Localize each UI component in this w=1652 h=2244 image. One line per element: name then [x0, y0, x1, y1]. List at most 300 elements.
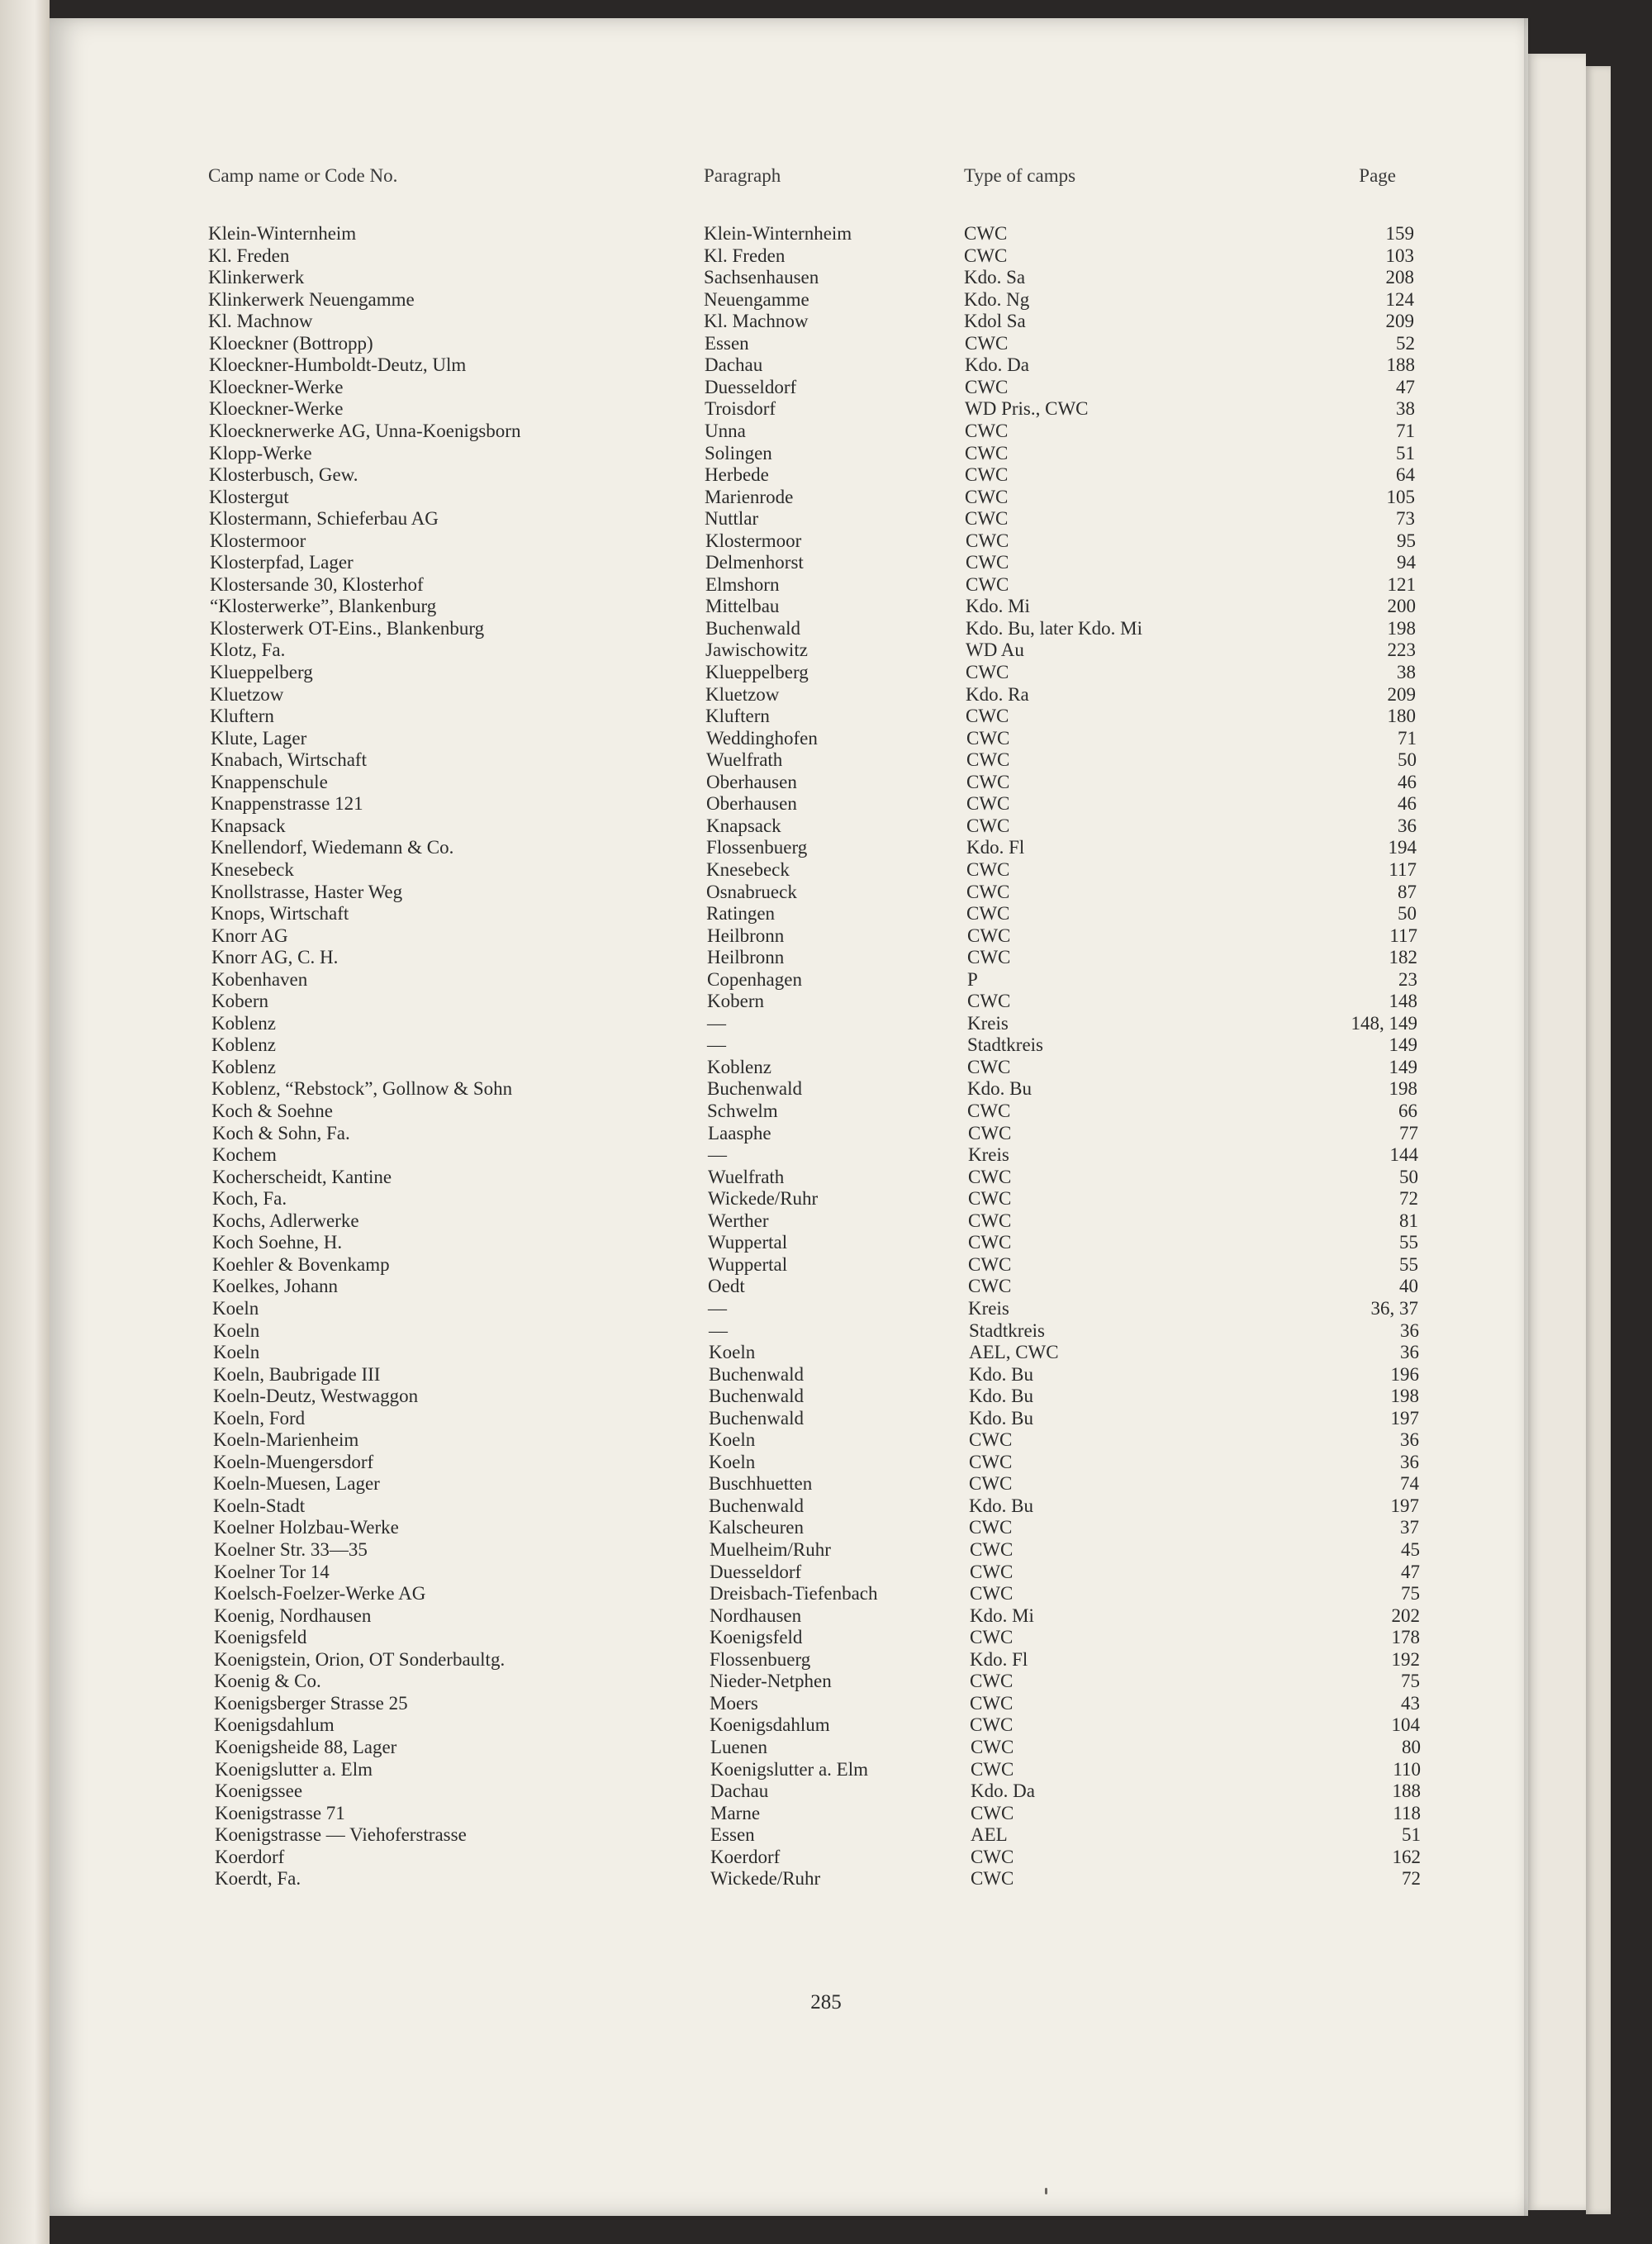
cell-page: 73 [1396, 508, 1415, 529]
cell-type: CWC [968, 1254, 1012, 1275]
cell-page: 66 [1398, 1101, 1417, 1121]
cell-paragraph: — [707, 1034, 726, 1055]
table-row [215, 1759, 1421, 1780]
cell-type: Kdo. Bu, later Kdo. Mi [966, 618, 1143, 639]
cell-type: Kdo. Fl [970, 1649, 1028, 1670]
cell-type: CWC [970, 1714, 1014, 1735]
cell-page: 36 [1398, 815, 1417, 836]
cell-type: CWC [970, 1583, 1014, 1604]
cell-paragraph: Weddinghofen [706, 728, 818, 749]
cell-page: 188 [1392, 1780, 1421, 1801]
cell-paragraph: Essen [705, 333, 749, 354]
table-row [210, 596, 1416, 617]
table-row [215, 1803, 1421, 1824]
cell-paragraph: Flossenbuerg [710, 1649, 811, 1670]
cell-type: CWC [970, 1693, 1014, 1714]
table-row [215, 1737, 1421, 1758]
cell-page: 178 [1391, 1627, 1420, 1647]
cell-name: Koerdt, Fa. [215, 1868, 301, 1889]
cell-page: 197 [1390, 1495, 1419, 1516]
cell-name: Kloeckner-Werke [209, 377, 344, 397]
paper-mark [1045, 2188, 1047, 2194]
cell-name: Klueppelberg [210, 662, 313, 682]
cell-name: Koeln-Marienheim [213, 1429, 359, 1450]
cell-name: Knorr AG, C. H. [211, 947, 339, 967]
cell-name: Knops, Wirtschaft [211, 903, 349, 924]
cell-paragraph: Troisdorf [705, 398, 776, 419]
cell-type: Kdo. Bu [969, 1386, 1033, 1406]
cell-page: 209 [1385, 311, 1414, 331]
cell-name: Kluftern [210, 706, 274, 726]
cell-paragraph: Jawischowitz [705, 639, 808, 660]
cell-page: 71 [1396, 421, 1415, 441]
cell-paragraph: Kalscheuren [709, 1517, 804, 1538]
cell-name: Koch & Soehne [211, 1101, 333, 1121]
cell-page: 23 [1398, 969, 1417, 990]
cell-type: WD Au [966, 639, 1024, 660]
cell-paragraph: Kl. Machnow [704, 311, 809, 331]
cell-type: CWC [965, 377, 1009, 397]
cell-page: 103 [1385, 245, 1414, 266]
cell-type: Kreis [968, 1298, 1009, 1319]
cell-paragraph: Delmenhorst [705, 552, 804, 573]
cell-page: 46 [1398, 772, 1417, 792]
cell-type: CWC [966, 662, 1009, 682]
cell-paragraph: Nieder-Netphen [710, 1671, 832, 1691]
cell-name: Koenigsheide 88, Lager [215, 1737, 397, 1757]
table-row [214, 1539, 1420, 1561]
table-row [214, 1583, 1420, 1605]
previous-page-edge [0, 0, 50, 2244]
cell-type: Kdol Sa [964, 311, 1026, 331]
cell-page: 36 [1400, 1342, 1419, 1362]
cell-type: CWC [966, 728, 1010, 749]
page-stack-edge [1528, 54, 1586, 2210]
table-row [211, 991, 1417, 1012]
cell-page: 75 [1401, 1583, 1420, 1604]
cell-type: CWC [966, 749, 1010, 770]
table-row [214, 1671, 1420, 1692]
cell-paragraph: Mittelbau [705, 596, 780, 616]
page-number: 285 [810, 1991, 842, 2013]
cell-name: Koeln-Deutz, Westwaggon [213, 1386, 419, 1406]
cell-type: CWC [966, 552, 1009, 573]
table-row [214, 1562, 1420, 1583]
table-row [209, 333, 1415, 354]
cell-page: 198 [1390, 1386, 1419, 1406]
cell-page: 105 [1386, 487, 1415, 507]
table-row [213, 1408, 1419, 1429]
cell-paragraph: Dachau [705, 354, 763, 375]
table-row [211, 947, 1417, 968]
cell-paragraph: Wuelfrath [706, 749, 783, 770]
cell-name: Koch Soehne, H. [212, 1232, 343, 1253]
cell-name: Koelner Tor 14 [214, 1562, 330, 1582]
header-type: Type of camps [964, 165, 1076, 186]
cell-page: 87 [1398, 882, 1417, 902]
cell-page: 149 [1389, 1034, 1417, 1055]
table-row [210, 684, 1416, 706]
cell-paragraph: Buchenwald [709, 1495, 804, 1516]
table-row [211, 969, 1417, 991]
cell-name: Koblenz [211, 1013, 276, 1034]
cell-page: 144 [1389, 1144, 1418, 1165]
cell-paragraph: Wuppertal [708, 1232, 788, 1253]
cell-name: Klosterbusch, Gew. [209, 464, 358, 485]
cell-paragraph: Buchenwald [709, 1408, 804, 1429]
cell-type: CWC [965, 421, 1009, 441]
cell-paragraph: — [708, 1298, 727, 1319]
table-row [212, 1276, 1418, 1297]
cell-name: Koenigsberger Strasse 25 [214, 1693, 408, 1714]
cell-page: 197 [1390, 1408, 1419, 1429]
table-row [208, 245, 1414, 267]
cell-paragraph: Buschhuetten [709, 1473, 813, 1494]
table-row [210, 574, 1416, 596]
cell-type: Kdo. Bu [969, 1364, 1033, 1385]
table-row [210, 618, 1416, 639]
cell-type: Stadtkreis [967, 1034, 1043, 1055]
table-row [212, 1188, 1418, 1210]
cell-paragraph: Buchenwald [709, 1364, 804, 1385]
table-row [213, 1495, 1419, 1517]
cell-type: CWC [965, 443, 1009, 464]
cell-name: Klostergut [209, 487, 289, 507]
cell-paragraph: Copenhagen [707, 969, 802, 990]
cell-paragraph: Buchenwald [709, 1386, 804, 1406]
cell-page: 72 [1399, 1188, 1418, 1209]
table-row [211, 749, 1417, 771]
cell-page: 37 [1400, 1517, 1419, 1538]
cell-page: 117 [1389, 859, 1417, 880]
cell-type: CWC [966, 882, 1010, 902]
cell-page: 50 [1399, 1167, 1418, 1187]
table-row [215, 1824, 1421, 1846]
table-row [208, 311, 1414, 332]
cell-paragraph: Flossenbuerg [706, 837, 808, 858]
page-shadow [1524, 18, 1532, 2216]
cell-type: Kdo. Da [971, 1780, 1035, 1801]
cell-type: CWC [971, 1759, 1014, 1780]
cell-type: Kdo. Mi [970, 1605, 1034, 1626]
cell-type: CWC [967, 991, 1011, 1011]
table-header [208, 165, 1414, 187]
cell-paragraph: Koblenz [707, 1057, 771, 1077]
cell-page: 148, 149 [1351, 1013, 1417, 1034]
cell-paragraph: Nuttlar [705, 508, 759, 529]
table-row [210, 662, 1416, 683]
cell-page: 81 [1399, 1210, 1418, 1231]
header-paragraph: Paragraph [704, 165, 781, 186]
table-row [208, 289, 1414, 311]
cell-name: Knesebeck [211, 859, 294, 880]
cell-page: 198 [1387, 618, 1416, 639]
table-row [213, 1429, 1419, 1451]
cell-name: Knorr AG [211, 925, 288, 946]
cell-name: Klopp-Werke [209, 443, 312, 464]
cell-name: Koerdorf [215, 1847, 285, 1867]
cell-name: Koeln-Muengersdorf [213, 1452, 374, 1472]
table-row [213, 1320, 1419, 1342]
cell-paragraph: Marne [710, 1803, 761, 1823]
cell-type: CWC [971, 1737, 1014, 1757]
cell-type: CWC [966, 574, 1009, 595]
cell-paragraph: Koenigsdahlum [710, 1714, 830, 1735]
cell-name: Koeln, Baubrigade III [213, 1364, 381, 1385]
cell-name: Kobern [211, 991, 268, 1011]
table-row [213, 1364, 1419, 1386]
table-row [212, 1144, 1418, 1166]
cell-page: 36, 37 [1370, 1298, 1418, 1319]
cell-name: Kloeckner-Humboldt-Deutz, Ulm [209, 354, 467, 375]
table-row [214, 1627, 1420, 1648]
table-row [215, 1780, 1421, 1802]
cell-type: Kdo. Ng [964, 289, 1030, 310]
table-row [210, 552, 1416, 573]
cell-name: Kloecknerwerke AG, Unna-Koenigsborn [209, 421, 521, 441]
cell-name: Klinkerwerk [208, 267, 305, 288]
cell-type: CWC [968, 1210, 1012, 1231]
cell-name: Koeln [212, 1298, 259, 1319]
cell-page: 118 [1393, 1803, 1421, 1823]
cell-paragraph: Neuengamme [704, 289, 809, 310]
cell-type: CWC [966, 859, 1010, 880]
cell-paragraph: Wickede/Ruhr [710, 1868, 821, 1889]
cell-paragraph: Koerdorf [710, 1847, 781, 1867]
cell-type: CWC [967, 925, 1011, 946]
table-row [213, 1473, 1419, 1495]
table-row [211, 1034, 1417, 1056]
cell-type: CWC [969, 1429, 1013, 1450]
cell-name: “Klosterwerke”, Blankenburg [210, 596, 437, 616]
table-row [211, 1013, 1417, 1034]
cell-name: Knellendorf, Wiedemann & Co. [211, 837, 454, 858]
cell-name: Koch & Sohn, Fa. [212, 1123, 350, 1143]
cell-page: 149 [1389, 1057, 1417, 1077]
table-row [212, 1167, 1418, 1188]
cell-paragraph: Koenigsfeld [710, 1627, 803, 1647]
cell-name: Kl. Freden [208, 245, 290, 266]
cell-paragraph: Knapsack [706, 815, 781, 836]
cell-page: 71 [1398, 728, 1417, 749]
cell-type: CWC [970, 1562, 1014, 1582]
cell-page: 223 [1387, 639, 1416, 660]
table-row [210, 706, 1416, 727]
cell-type: Kdo. Sa [964, 267, 1026, 288]
cell-page: 72 [1402, 1868, 1421, 1889]
cell-type: CWC [968, 1167, 1012, 1187]
cell-page: 208 [1385, 267, 1414, 288]
table-row [209, 421, 1415, 442]
cell-paragraph: — [707, 1013, 726, 1034]
cell-name: Knollstrasse, Haster Weg [211, 882, 403, 902]
cell-paragraph: Muelheim/Ruhr [710, 1539, 831, 1560]
cell-type: Kreis [967, 1013, 1009, 1034]
cell-paragraph: Kl. Freden [704, 245, 786, 266]
cell-paragraph: Herbede [705, 464, 769, 485]
cell-page: 51 [1396, 443, 1415, 464]
header-name: Camp name or Code No. [208, 165, 398, 186]
cell-name: Koenigstrasse 71 [215, 1803, 345, 1823]
table-row [211, 903, 1417, 925]
cell-type: CWC [968, 1232, 1012, 1253]
table-row [209, 508, 1415, 530]
cell-type: Kdo. Ra [966, 684, 1029, 705]
cell-name: Knappenstrasse 121 [211, 793, 363, 814]
cell-paragraph: Klostermoor [705, 530, 802, 551]
cell-name: Koblenz [211, 1057, 276, 1077]
table-row [211, 925, 1417, 947]
cell-name: Koenig & Co. [214, 1671, 321, 1691]
cell-name: Kochem [212, 1144, 277, 1165]
cell-name: Klute, Lager [211, 728, 307, 749]
cell-name: Koelner Holzbau-Werke [213, 1517, 399, 1538]
cell-name: Kobenhaven [211, 969, 308, 990]
table-row [211, 815, 1417, 837]
cell-page: 117 [1389, 925, 1417, 946]
cell-paragraph: Koeln [709, 1342, 756, 1362]
cell-page: 209 [1387, 684, 1416, 705]
table-row [211, 1057, 1417, 1078]
cell-paragraph: Elmshorn [705, 574, 780, 595]
table-row [209, 398, 1415, 420]
table-row [209, 443, 1415, 464]
cell-page: 36 [1400, 1320, 1419, 1341]
cell-paragraph: Kobern [707, 991, 764, 1011]
cell-page: 148 [1389, 991, 1417, 1011]
cell-name: Kochs, Adlerwerke [212, 1210, 359, 1231]
cell-type: AEL, CWC [969, 1342, 1059, 1362]
cell-page: 52 [1396, 333, 1415, 354]
cell-type: CWC [969, 1473, 1013, 1494]
cell-type: CWC [968, 1188, 1012, 1209]
table-row [211, 1078, 1417, 1100]
cell-name: Kloeckner-Werke [209, 398, 344, 419]
cell-page: 80 [1402, 1737, 1421, 1757]
cell-name: Knabach, Wirtschaft [211, 749, 367, 770]
cell-paragraph: Oberhausen [706, 772, 797, 792]
table-row [215, 1847, 1421, 1868]
cell-type: CWC [967, 947, 1011, 967]
cell-page: 64 [1396, 464, 1415, 485]
cell-type: CWC [971, 1847, 1014, 1867]
cell-page: 110 [1393, 1759, 1421, 1780]
cell-type: CWC [965, 487, 1009, 507]
table-row [213, 1517, 1419, 1538]
table-row [211, 882, 1417, 903]
table-row [211, 728, 1417, 749]
table-row [209, 354, 1415, 376]
cell-paragraph: Koeln [709, 1452, 756, 1472]
table-row [212, 1123, 1418, 1144]
table-row [211, 793, 1417, 815]
cell-type: Kreis [968, 1144, 1009, 1165]
table-row [212, 1254, 1418, 1276]
cell-page: 194 [1388, 837, 1417, 858]
cell-paragraph: Moers [710, 1693, 758, 1714]
cell-paragraph: Nordhausen [710, 1605, 802, 1626]
cell-name: Koeln [213, 1342, 260, 1362]
cell-page: 159 [1385, 223, 1414, 244]
cell-name: Koehler & Bovenkamp [212, 1254, 390, 1275]
table-row [211, 1101, 1417, 1122]
cell-type: P [967, 969, 978, 990]
cell-page: 38 [1397, 662, 1416, 682]
cell-name: Koelsch-Foelzer-Werke AG [214, 1583, 426, 1604]
cell-type: Kdo. Bu [967, 1078, 1032, 1099]
cell-page: 94 [1397, 552, 1416, 573]
table-row [213, 1386, 1419, 1407]
cell-paragraph: Heilbronn [707, 925, 785, 946]
cell-page: 38 [1396, 398, 1415, 419]
table-row [214, 1693, 1420, 1714]
table-row [211, 859, 1417, 881]
cell-name: Kocherscheidt, Kantine [212, 1167, 392, 1187]
cell-type: Kdo. Bu [969, 1408, 1033, 1429]
cell-paragraph: Heilbronn [707, 947, 785, 967]
cell-page: 192 [1391, 1649, 1420, 1670]
cell-paragraph: Dachau [710, 1780, 769, 1801]
cell-name: Koelkes, Johann [212, 1276, 339, 1296]
cell-type: CWC [965, 333, 1009, 354]
cell-page: 121 [1387, 574, 1416, 595]
cell-paragraph: Marienrode [705, 487, 794, 507]
cell-paragraph: Wickede/Ruhr [708, 1188, 819, 1209]
cell-paragraph: — [709, 1320, 728, 1341]
table-row [214, 1649, 1420, 1671]
cell-type: WD Pris., CWC [965, 398, 1089, 419]
cell-page: 50 [1398, 903, 1417, 924]
table-row [208, 267, 1414, 288]
cell-page: 36 [1400, 1429, 1419, 1450]
table-row [210, 639, 1416, 661]
cell-name: Koeln [213, 1320, 260, 1341]
page-stack-edge-outer [1586, 66, 1611, 2214]
cell-type: CWC [966, 903, 1010, 924]
table-row [209, 487, 1415, 508]
cell-name: Klein-Winternheim [208, 223, 357, 244]
cell-type: AEL [971, 1824, 1008, 1845]
cell-page: 196 [1390, 1364, 1419, 1385]
table-row [213, 1342, 1419, 1363]
cell-page: 188 [1386, 354, 1415, 375]
cell-page: 180 [1387, 706, 1416, 726]
cell-name: Koblenz [211, 1034, 276, 1055]
cell-type: Kdo. Mi [966, 596, 1030, 616]
cell-page: 182 [1389, 947, 1417, 967]
cell-page: 51 [1402, 1824, 1421, 1845]
cell-type: CWC [964, 245, 1008, 266]
cell-paragraph: Oberhausen [706, 793, 797, 814]
cell-page: 40 [1399, 1276, 1418, 1296]
cell-type: CWC [970, 1539, 1014, 1560]
cell-name: Koenigsfeld [214, 1627, 307, 1647]
cell-name: Koeln-Muesen, Lager [213, 1473, 380, 1494]
cell-paragraph: Buchenwald [707, 1078, 802, 1099]
table-row [209, 377, 1415, 398]
cell-page: 198 [1389, 1078, 1417, 1099]
table-row [212, 1210, 1418, 1232]
cell-type: Stadtkreis [969, 1320, 1045, 1341]
cell-paragraph: Werther [708, 1210, 769, 1231]
cell-name: Koch, Fa. [212, 1188, 287, 1209]
cell-type: CWC [966, 772, 1010, 792]
cell-paragraph: Oedt [708, 1276, 745, 1296]
cell-name: Knapsack [211, 815, 286, 836]
cell-type: CWC [970, 1671, 1014, 1691]
cell-name: Koenig, Nordhausen [214, 1605, 372, 1626]
cell-paragraph: Buchenwald [705, 618, 800, 639]
